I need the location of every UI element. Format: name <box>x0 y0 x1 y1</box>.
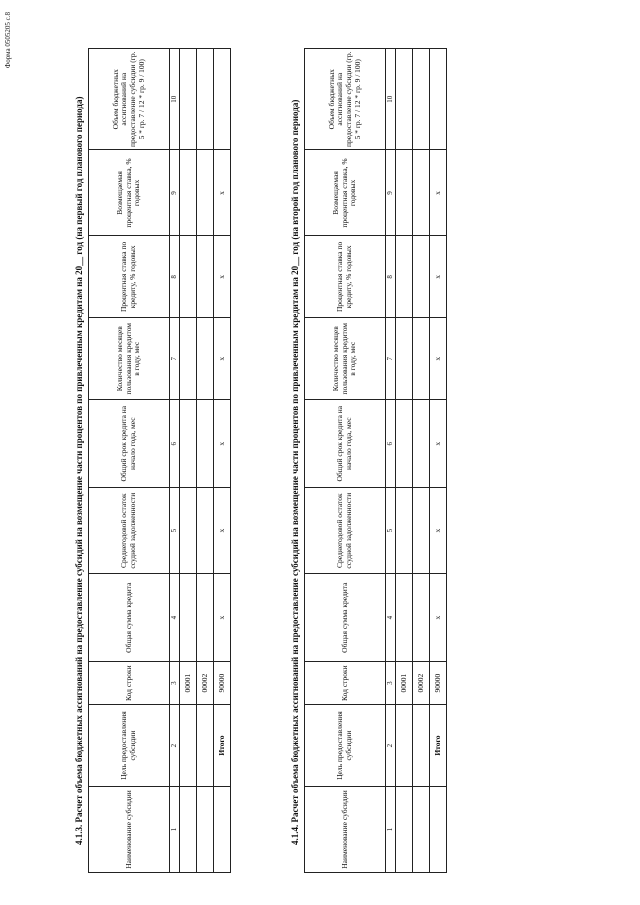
header-cell: Среднегодовой остаток ссудной задолженности <box>89 488 170 574</box>
header-cell: Общий срок кредита на начало года, мес <box>89 400 170 488</box>
total-label: Итого <box>430 705 447 787</box>
cell <box>197 318 214 400</box>
table-row <box>396 49 413 873</box>
header-cell: Общая сумма кредита <box>305 574 386 662</box>
column-number: 6 <box>170 400 180 488</box>
header-cell: Процентная ставка по кредиту, % годовых <box>305 236 386 318</box>
subsidy-table <box>88 48 231 873</box>
column-number: 2 <box>386 705 396 787</box>
row-code: 00001 <box>180 662 197 705</box>
total-row <box>430 49 447 873</box>
column-number: 4 <box>170 574 180 662</box>
column-number: 7 <box>386 318 396 400</box>
table-row <box>180 49 197 873</box>
cell <box>197 574 214 662</box>
total-value <box>430 49 447 150</box>
header-cell: Возмещаемая процентная ставка, % годовых <box>89 150 170 236</box>
cell <box>396 49 413 150</box>
table-row <box>413 49 430 873</box>
not-applicable-mark: x <box>214 236 231 318</box>
column-number: 3 <box>386 662 396 705</box>
cell <box>197 49 214 150</box>
column-number: 2 <box>170 705 180 787</box>
not-applicable-mark: x <box>214 574 231 662</box>
cell <box>197 787 214 873</box>
total-code: 90000 <box>214 662 231 705</box>
cell <box>396 318 413 400</box>
cell <box>180 236 197 318</box>
cell <box>197 705 214 787</box>
column-number: 7 <box>170 318 180 400</box>
cell <box>180 400 197 488</box>
cell <box>197 400 214 488</box>
not-applicable-mark: x <box>430 318 447 400</box>
row-code: 00001 <box>396 662 413 705</box>
column-number: 10 <box>386 49 396 150</box>
row-code: 00002 <box>413 662 430 705</box>
cell <box>413 787 430 873</box>
header-cell: Среднегодовой остаток ссудной задолженности <box>305 488 386 574</box>
column-number: 10 <box>170 49 180 150</box>
header-cell: Объем бюджетных ассигнований на предоставление субсидии (гр. 5 * гр. 7 / 12 * гр. 9 / 100) <box>305 49 386 150</box>
header-cell: Код строки <box>305 662 386 705</box>
cell <box>197 488 214 574</box>
total-value <box>214 49 231 150</box>
cell <box>197 150 214 236</box>
header-cell: Объем бюджетных ассигнований на предоставление субсидии (гр. 5 * гр. 7 / 12 * гр. 9 / 100) <box>89 49 170 150</box>
not-applicable-mark: x <box>430 488 447 574</box>
cell <box>180 150 197 236</box>
column-number: 6 <box>386 400 396 488</box>
not-applicable-mark: x <box>214 318 231 400</box>
cell <box>197 236 214 318</box>
cell <box>396 574 413 662</box>
cell <box>180 574 197 662</box>
header-cell: Цель предоставления субсидии <box>89 705 170 787</box>
column-number: 9 <box>386 150 396 236</box>
total-label: Итого <box>214 705 231 787</box>
header-cell: Возмещаемая процентная ставка, % годовых <box>305 150 386 236</box>
column-number: 5 <box>170 488 180 574</box>
cell <box>413 49 430 150</box>
cell <box>180 705 197 787</box>
column-number: 1 <box>386 787 396 873</box>
not-applicable-mark: x <box>214 150 231 236</box>
cell <box>413 400 430 488</box>
not-applicable-mark: x <box>214 400 231 488</box>
header-row <box>305 49 386 873</box>
column-number: 1 <box>170 787 180 873</box>
cell <box>396 705 413 787</box>
cell <box>180 488 197 574</box>
header-cell: Количество месяцев пользования кредитом в году, мес <box>305 318 386 400</box>
column-number: 3 <box>170 662 180 705</box>
cell <box>180 49 197 150</box>
header-cell: Наименование субсидии <box>89 787 170 873</box>
column-number-row <box>170 49 180 873</box>
column-number: 8 <box>386 236 396 318</box>
header-row <box>89 49 170 873</box>
blank-cell <box>430 787 447 873</box>
header-cell: Цель предоставления субсидии <box>305 705 386 787</box>
cell <box>396 236 413 318</box>
section-title: 4.1.3. Расчет объема бюджетных ассигнований на предоставление субсидий на возмещение части процентов по привлеченным кредитам на 20__ год (на первый год планового периода) <box>74 96 84 845</box>
column-number: 9 <box>170 150 180 236</box>
subsidy-table <box>304 48 447 873</box>
row-code: 00002 <box>197 662 214 705</box>
form-code: Форма 0505205 с.8 <box>4 12 12 69</box>
cell <box>413 236 430 318</box>
column-number-row <box>386 49 396 873</box>
cell <box>396 787 413 873</box>
cell <box>413 150 430 236</box>
section-title: 4.1.4. Расчет объема бюджетных ассигнований на предоставление субсидий на возмещение части процентов по привлеченным кредитам на 20__ год (на второй год планового периода) <box>290 99 300 845</box>
cell <box>413 705 430 787</box>
not-applicable-mark: x <box>430 150 447 236</box>
not-applicable-mark: x <box>430 236 447 318</box>
cell <box>413 574 430 662</box>
cell <box>413 318 430 400</box>
total-code: 90000 <box>430 662 447 705</box>
header-cell: Наименование субсидии <box>305 787 386 873</box>
cell <box>180 787 197 873</box>
column-number: 4 <box>386 574 396 662</box>
table-row <box>197 49 214 873</box>
header-cell: Количество месяцев пользования кредитом в году, мес <box>89 318 170 400</box>
header-cell: Процентная ставка по кредиту, % годовых <box>89 236 170 318</box>
header-cell: Общая сумма кредита <box>89 574 170 662</box>
total-row <box>214 49 231 873</box>
not-applicable-mark: x <box>214 488 231 574</box>
header-cell: Общий срок кредита на начало года, мес <box>305 400 386 488</box>
cell <box>396 150 413 236</box>
blank-cell <box>214 787 231 873</box>
cell <box>396 488 413 574</box>
cell <box>396 400 413 488</box>
cell <box>413 488 430 574</box>
header-cell: Код строки <box>89 662 170 705</box>
column-number: 8 <box>170 236 180 318</box>
not-applicable-mark: x <box>430 574 447 662</box>
column-number: 5 <box>386 488 396 574</box>
not-applicable-mark: x <box>430 400 447 488</box>
cell <box>180 318 197 400</box>
